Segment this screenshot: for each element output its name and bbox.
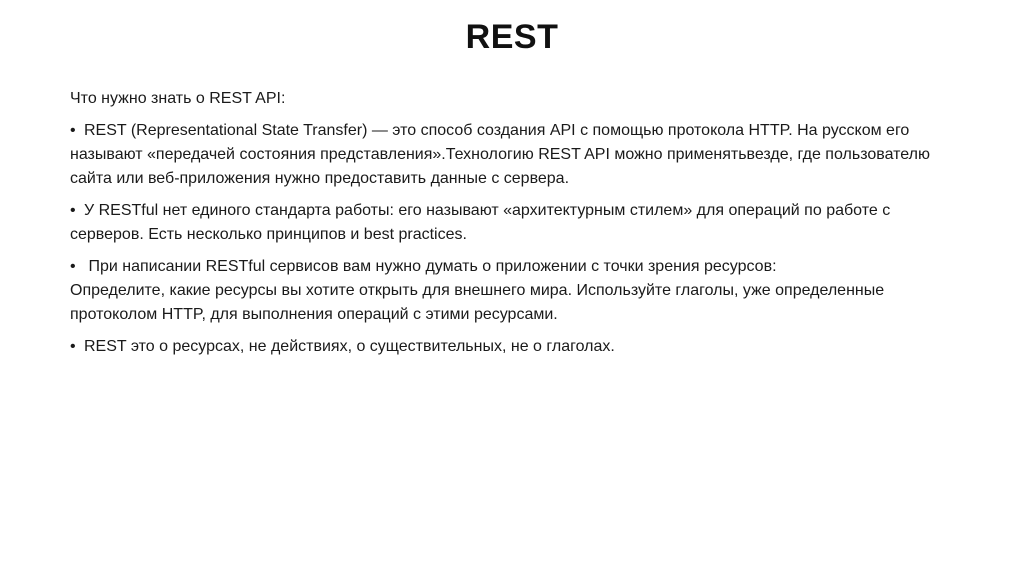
- bullet-1-line-3: сайта или веб-приложения нужно предоставить данные с сервера.: [70, 170, 570, 187]
- slide-body: [70, 87, 1020, 367]
- bullet-1-line-1: [70, 119, 1020, 143]
- bullet-1-line-2: называют «передачей состояния представления».Технологию REST API можно применятьвезде, где пользователю: [70, 146, 930, 163]
- bullet-4-line-1: [70, 335, 1020, 359]
- bullet-2-text-1: У RESTful нет единого стандарта работы: его называют «архитектурным стилем» для операций по работе с: [84, 202, 891, 219]
- bullet-3-line-3: протоколом HTTP, для выполнения операций с этими ресурсами.: [70, 306, 558, 323]
- bullet-4-text-1: REST это о ресурсах, не действиях, о существительных, не о глаголах.: [84, 338, 615, 355]
- bullet-marker: •: [70, 338, 76, 355]
- bullet-marker: •: [70, 202, 76, 219]
- bullet-3: [70, 255, 1020, 327]
- bullet-3-line-1: [70, 255, 1020, 279]
- slide-title: REST: [465, 18, 559, 56]
- bullet-3-line-2: Определите, какие ресурсы вы хотите открыть для внешнего мира. Используйте глаголы, уже определенные: [70, 282, 885, 299]
- bullet-2-line-2: серверов. Есть несколько принципов и best practices.: [70, 226, 467, 243]
- bullet-4: [70, 335, 1020, 359]
- bullet-marker: •: [70, 122, 76, 139]
- bullet-2: [70, 199, 1020, 247]
- bullet-marker: •: [70, 258, 76, 275]
- bullet-3-text-1: При написании RESTful сервисов вам нужно думать о приложении с точки зрения ресурсов:: [84, 258, 777, 275]
- bullet-2-line-1: [70, 199, 1020, 223]
- intro-text: Что нужно знать о REST API:: [70, 90, 286, 107]
- bullet-1-text-1: REST (Representational State Transfer) — это способ создания API с помощью протокола HTTP. На русском его: [84, 122, 910, 139]
- bullet-1: [70, 119, 1020, 191]
